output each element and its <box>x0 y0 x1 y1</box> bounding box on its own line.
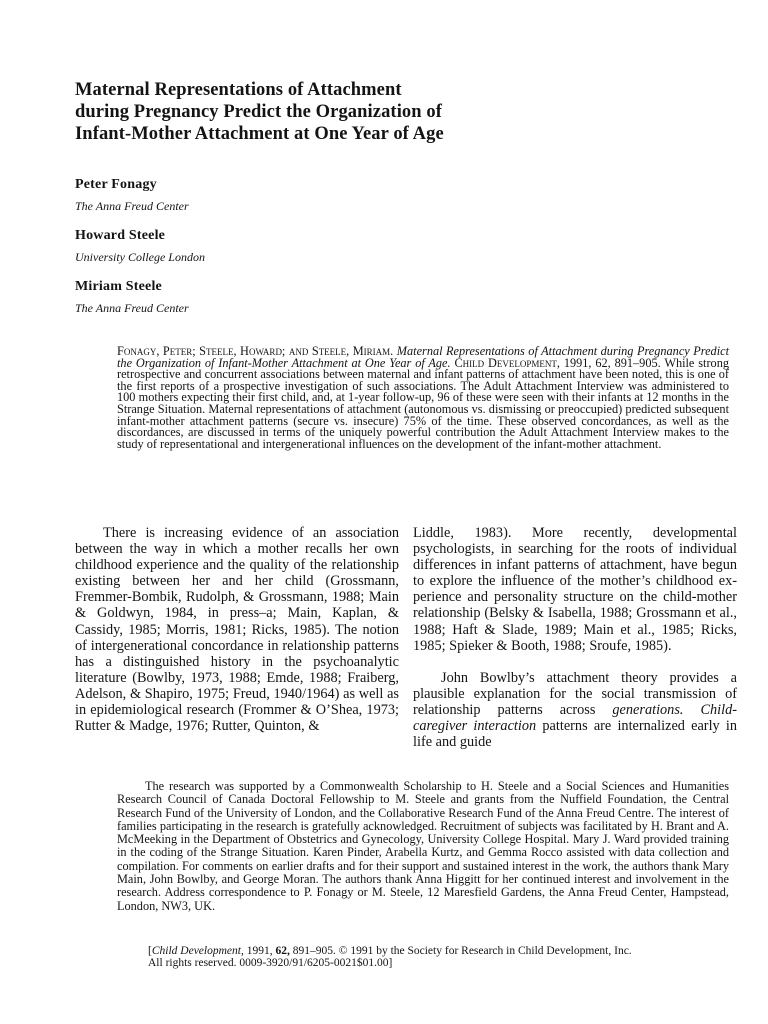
body-column-right <box>413 525 737 750</box>
article-title <box>75 79 685 145</box>
body-paragraph-1-continued: Liddle, 1983). More recently, developmental psychologists, in searching for the roots of individual differences in infant patterns of attachment, have begun to explore the influence of the mother’s childhood experience and personality structure on the child-mother relationship (Belsky & Isabella, 1988; Grossmann et al., 1988; Haft & Slade, 1989; Main et al., 1985; Ricks, 1985; Spieker & Booth, 1988; Sroufe, 1985). <box>413 525 737 654</box>
citation-volume: 62, <box>275 945 290 957</box>
abstract-journal: Child Development, <box>454 355 560 370</box>
author-name-3: Miriam Steele <box>75 279 162 294</box>
author-affiliation-3: The Anna Freud Center <box>75 301 189 315</box>
abstract-journal-ref: 1991, 62, 891–905. <box>563 355 661 370</box>
author-affiliation-1: The Anna Freud Center <box>75 199 189 213</box>
citation-year: 1991, <box>246 945 273 957</box>
body-column-left <box>75 525 399 734</box>
body-paragraph-2-text-a: John Bowlby’s attachment theory provides a plausible explanation for the social transmission of relationship patterns across <box>413 669 737 718</box>
author-name-2: Howard Steele <box>75 228 166 243</box>
title-line-1: Maternal Representations of Attachment <box>75 80 402 100</box>
abstract <box>117 346 729 450</box>
abstract-authors: Fonagy, Peter; Steele, Howard; and Steele, Miriam. <box>117 344 394 358</box>
acknowledgment-footnote: The research was supported by a Commonwealth Scholarship to H. Steele and a Social Sciences and Humanities Research Council of Canada Doctoral Fellowship to M. Steele and grants from the Nuffield Foundation, the Central Research Fund of the University of London, and the Collaborative Research Fund of the Anna Freud Centre. The interest of families participating in the research is gratefully acknowledged. Recruitment of subjects was facilitated by H. Brant and A. McMeeking in the Department of Obstetrics and Gynecology, University College Hospital. Mary J. Ward provided training in the coding of the Strange Situation. Karen Pinder, Arabella Kurtz, and Gemma Rocco assisted with data collection and compilation. For comments on earlier drafts and for their support and sustained interest in the work, the authors thank Mary Main, John Bowlby, and George Moran. The authors thank Anna Higgitt for her continued interest and involvement in the research. Address correspondence to P. Fonagy or M. Steele, 12 Maresfield Gardens, the Anna Freud Center, Hampstead, London, NW3, UK. <box>117 779 729 913</box>
citation-open-bracket: [ <box>148 945 152 957</box>
body-paragraph-2-italic: generations. Child-caregiver interaction <box>413 701 737 735</box>
title-line-3: Infant-Mother Attachment at One Year of Age <box>75 124 444 144</box>
citation-journal: Child Development, <box>151 945 244 957</box>
author-name-1: Peter Fonagy <box>75 177 157 192</box>
abstract-text: While strong retrospective and concurrent associations between maternal and infant patterns of attachment have been noted, this is one of the first reports of a prospective investigation of such associations. The Adult Attachment Interview was administered to 100 mothers expecting their first child, and, at 1-year follow-up, 96 of these were seen with their infants at 12 months in the Strange Situation. Maternal representations of attachment (autonomous vs. dismissing or preoccupied) predicted subsequent infant-mother attachment patterns (secure vs. insecure) 75% of the time. These observed concordances, as well as the discordances, are discussed in terms of the uniquely powerful contribution the Adult Attachment Interview makes to the study of representational and intergenerational influences on the development of the infant-mother attachment. <box>117 355 729 451</box>
body-paragraph-2 <box>413 670 737 750</box>
body-paragraph-2-text-b: patterns are internalized early in life and guide <box>413 718 738 751</box>
body-paragraph-1: There is increasing evidence of an association between the way in which a mother recalls her own childhood experience and the quality of the relationship existing between her and her child (Grossmann, Fremmer-Bombik, Rudolph, & Grossmann, 1988; Main & Goldwyn, 1984, in press–a; Main, Kaplan, & Cassidy, 1985; Morris, 1981; Ricks, 1985). The notion of intergenerational concordance in relationship patterns has a distinguished history in the psychoanalytic literature (Bowlby, 1973, 1988; Emde, 1988; Fraiberg, Adelson, & Shapiro, 1975; Freud, 1940/1964) as well as in epidemiological research (Frommer & O’Shea, 1973; Rutter & Madge, 1976; Rutter, Quinton, & <box>75 525 399 735</box>
citation-rights: All rights reserved. 0009-3920/91/6205-0021$01.00] <box>148 957 393 969</box>
citation-pages-copyright: 891–905. © 1991 by the Society for Research in Child Development, Inc. <box>292 945 632 957</box>
title-line-2: during Pregnancy Predict the Organization of <box>75 102 443 122</box>
citation-line <box>148 945 729 969</box>
author-affiliation-2: University College London <box>75 250 205 264</box>
abstract-article-title: Maternal Representations of Attachment during Pregnancy Predict the Organization of Infant-Mother Attachment at One Year of Age. <box>117 344 729 370</box>
